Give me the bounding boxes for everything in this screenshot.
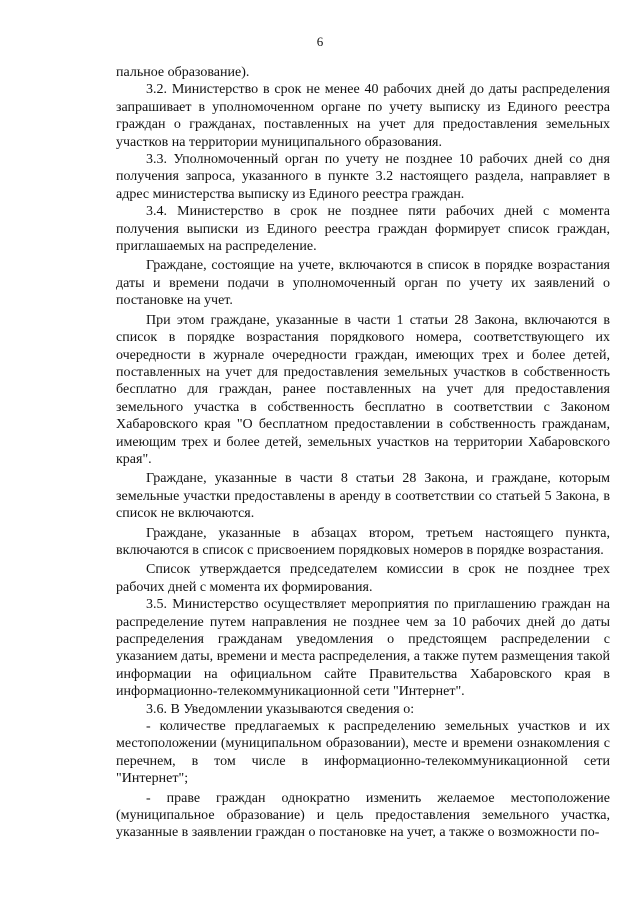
list-item-plots-quantity: - количестве предлагаемых к распределению земельных участков и их местоположении (муниципальном образовании), месте и времени ознакомления с перечнем, в том числе в информационно-телекоммуникационной сети "Интернет"; [116,719,610,787]
paragraph-continuation: пальное образование). [116,65,250,80]
page-number: 6 [316,34,324,49]
paragraph-3-2: 3.2. Министерство в срок не менее 40 рабочих дней до даты распределения запрашивает в уполномоченном органе по учету выписку из Единого реестра граждан о гражданах, поставленных на учет для предоставления земельных участков на территории муниципального образования. [116,82,610,150]
paragraph-article-28-part-8: Граждане, указанные в части 8 статьи 28 Закона, и граждане, которым земельные участки предоставлены в аренду в соответствии со статьей 5 Закона, в список не включаются. [116,471,610,522]
paragraph-3-6: 3.6. В Уведомлении указываются сведения о: [146,701,415,717]
paragraph-numbering: Граждане, указанные в абзацах втором, третьем настоящего пункта, включаются в список с присвоением порядковых номеров в порядке возрастания. [116,525,610,558]
document-body [116,64,610,842]
paragraph-3-5: 3.5. Министерство осуществляет мероприятия по приглашению граждан на распределение путем направления не позднее чем за 10 рабочих дней до даты распределения гражданам уведомления о предстоящем распределении с указанием даты, времени и места распределения, а также путем размещения такой информации на официальном сайте Правительства Хабаровского края в информационно-телекоммуникационной сети "Интернет". [116,597,610,700]
paragraph-3-4: 3.4. Министерство в срок не позднее пяти рабочих дней с момента получения выписки из Единого реестра граждан формирует список граждан, приглашаемых на распределение. [116,204,610,255]
list-item-change-location-right: - праве граждан однократно изменить желаемое местоположение (муниципальное образование) и цель предоставления земельного участка, указанные в заявлении граждан о постановке на учет, а также о возможности по- [116,790,610,841]
paragraph-3-3: 3.3. Уполномоченный орган по учету не позднее 10 рабочих дней со дня получения запроса, указанного в пункте 3.2 настоящего раздела, направляет в адрес министерства выписку из Единого реестра граждан. [116,152,610,202]
paragraph-article-28-part-1: При этом граждане, указанные в части 1 статьи 28 Закона, включаются в список в порядке возрастания порядкового номера, соответствующего их очередности в журнале очередности граждан, имеющих трех и более детей, поставленных на учет для предоставления земельных участков в собственность бесплатно для граждан, ранее поставленных на учет для предоставления земельного участка в собственность бесплатно в соответствии с Законом Хабаровского края "О бесплатном предоставлении в собственность гражданам, имеющим трех и более детей, земельных участков на территории Хабаровского края". [116,312,610,467]
paragraph-registered-citizens: Граждане, состоящие на учете, включаются в список в порядке возрастания даты и времени подачи в уполномоченный орган по учету их заявлений о постановке на учет. [116,258,610,309]
paragraph-list-approval: Список утверждается председателем комиссии в срок не позднее трех рабочих дней с момента их формирования. [116,562,610,595]
